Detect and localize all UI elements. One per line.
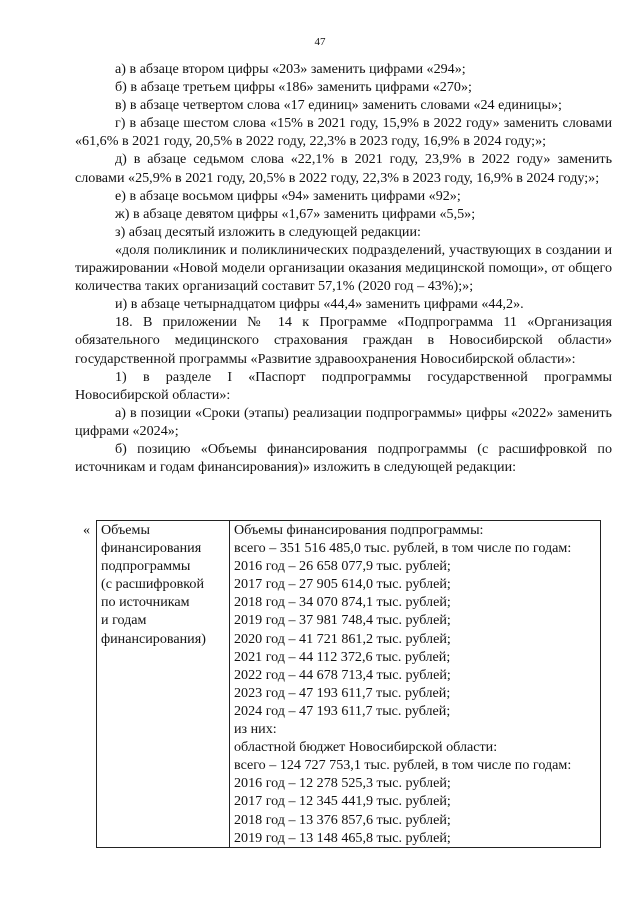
position-name-line: финансирования bbox=[101, 540, 202, 557]
financing-line: всего – 124 727 753,1 тыс. рублей, в том числе по годам: bbox=[234, 757, 572, 774]
financing-line: областной бюджет Новосибирской области: bbox=[234, 739, 498, 756]
amendment-zh: ж) в абзаце девятом цифры «1,67» заменить цифрами «5,5»; bbox=[115, 205, 476, 222]
item-b: б) позицию «Объемы финансирования подпрограммы (с расшифровкой по источникам и годам финансирования)» изложить в следующей редакции: bbox=[75, 440, 612, 476]
financing-line: 2017 год – 12 345 441,9 тыс. рублей; bbox=[234, 793, 451, 810]
item-a: а) в позиции «Сроки (этапы) реализации подпрограммы» цифры «2022» заменить цифрами «2024»; bbox=[75, 404, 612, 439]
financing-line: из них: bbox=[234, 721, 277, 738]
open-quote-mark: « bbox=[83, 522, 91, 538]
document-body bbox=[75, 60, 612, 476]
financing-line: 2019 год – 13 148 465,8 тыс. рублей; bbox=[234, 829, 451, 846]
financing-table bbox=[96, 520, 601, 848]
amendment-a: а) в абзаце втором цифры «203» заменить цифрами «294»; bbox=[115, 61, 466, 77]
amendment-z: з) абзац десятый изложить в следующей редакции: bbox=[115, 223, 421, 240]
amendment-d: д) в абзаце седьмом слова «22,1% в 2021 году, 23,9% в 2022 году» заменить словами «25,9% в 2021 году, 20,5% в 2022 году, 22,3% в 2023 году, 16,9% в 2024 году;»; bbox=[75, 151, 612, 186]
financing-line: 2020 год – 41 721 861,2 тыс. рублей; bbox=[234, 630, 451, 647]
financing-line: 2016 год – 26 658 077,9 тыс. рублей; bbox=[234, 558, 451, 575]
position-name-cell bbox=[97, 521, 230, 848]
page-number: 47 bbox=[314, 36, 326, 48]
amendment-i: и) в абзаце четырнадцатом цифры «44,4» заменить цифрами «44,2». bbox=[115, 296, 524, 313]
amendment-e: е) в абзаце восьмом цифры «94» заменить цифрами «92»; bbox=[115, 187, 461, 204]
amendment-v: в) в абзаце четвертом слова «17 единиц» заменить словами «24 единицы»; bbox=[115, 97, 562, 114]
financing-line: 2018 год – 13 376 857,6 тыс. рублей; bbox=[234, 811, 451, 828]
financing-line: 2024 год – 47 193 611,7 тыс. рублей; bbox=[234, 702, 451, 719]
financing-line: Объемы финансирования подпрограммы: bbox=[234, 522, 484, 538]
financing-line: 2017 год – 27 905 614,0 тыс. рублей; bbox=[234, 576, 451, 593]
financing-line: 2021 год – 44 112 372,6 тыс. рублей; bbox=[234, 648, 451, 665]
position-name-line: (с расшифровкой bbox=[101, 576, 205, 593]
financing-line: 2016 год – 12 278 525,3 тыс. рублей; bbox=[234, 775, 451, 792]
table-row bbox=[97, 521, 601, 848]
position-name-line: финансирования) bbox=[101, 630, 206, 647]
financing-details-cell bbox=[230, 521, 601, 848]
financing-line: всего – 351 516 485,0 тыс. рублей, в том числе по годам: bbox=[234, 540, 572, 557]
position-name-line: подпрограммы bbox=[101, 558, 191, 575]
financing-line: 2019 год – 37 981 748,4 тыс. рублей; bbox=[234, 612, 451, 629]
amendment-b: б) в абзаце третьем цифры «186» заменить цифрами «270»; bbox=[115, 79, 472, 96]
subsection-1: 1) в разделе I «Паспорт подпрограммы государственной программы Новосибирской области»: bbox=[75, 368, 612, 403]
quoted-paragraph: «доля поликлиник и поликлинических подразделений, участвующих в создании и тиражировании «Новой модели организации оказания медицинской помощи», от общего количества таких организаций составит 57,1% (2020 год – 43%);»; bbox=[75, 241, 612, 295]
position-name-line: Объемы bbox=[101, 522, 150, 538]
financing-line: 2018 год – 34 070 874,1 тыс. рублей; bbox=[234, 594, 451, 611]
amendment-g: г) в абзаце шестом слова «15% в 2021 году, 15,9% в 2022 году» заменить словами «61,6% в 2021 году, 20,5% в 2022 году, 22,3% в 2023 году, 16,9% в 2024 году;»; bbox=[75, 115, 612, 150]
position-name-line: по источникам bbox=[101, 594, 190, 611]
financing-line: 2022 год – 44 678 713,4 тыс. рублей; bbox=[234, 666, 451, 683]
financing-line: 2023 год – 47 193 611,7 тыс. рублей; bbox=[234, 684, 451, 701]
position-name-line: и годам bbox=[101, 612, 147, 629]
section-18: 18. В приложении № 14 к Программе «Подпрограмма 11 «Организация обязательного медицинского страхования граждан в Новосибирской области» государственной программы «Развитие здравоохранения Новосибирской области»: bbox=[75, 314, 612, 367]
